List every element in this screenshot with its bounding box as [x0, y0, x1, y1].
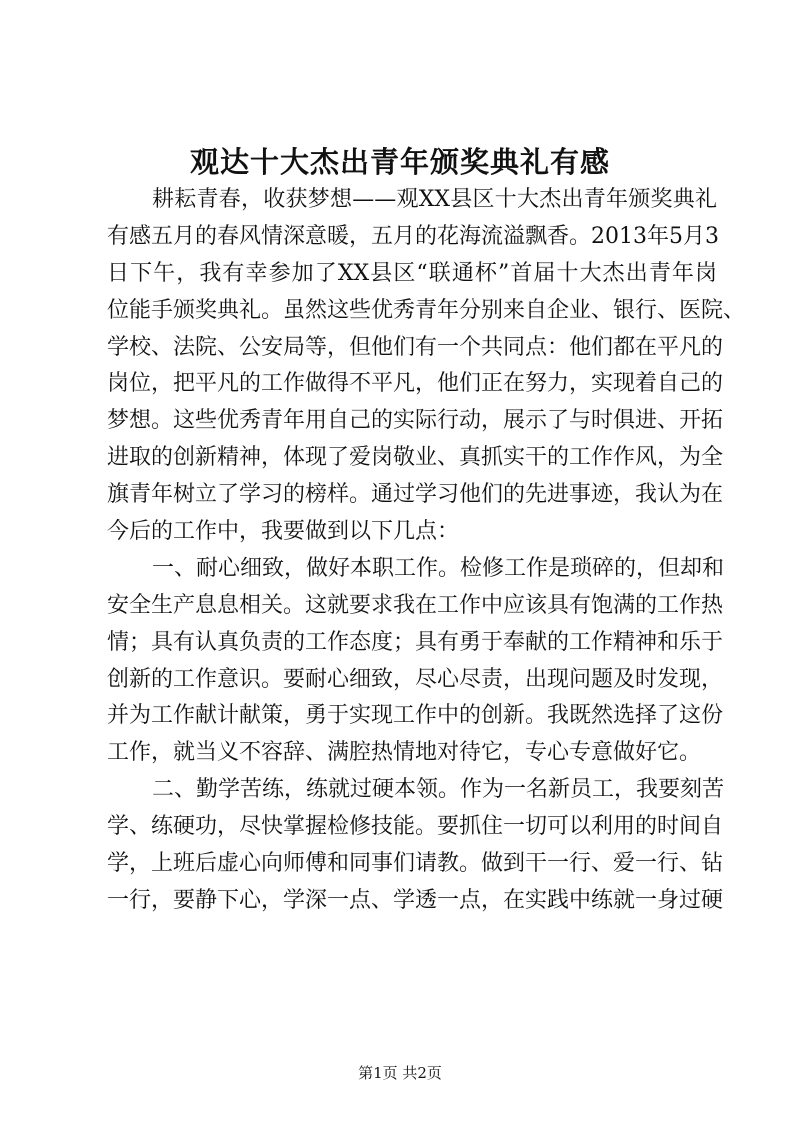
- body-line: 位能手颁奖典礼。虽然这些优秀青年分别来自企业、银行、医院、: [107, 297, 746, 323]
- body-line: 学、练硬功，尽快掌握检修技能。要抓住一切可以利用的时间自: [107, 814, 724, 840]
- body-line: 一、耐心细致，做好本职工作。检修工作是琐碎的，但却和: [152, 555, 725, 581]
- body-line: 今后的工作中，我要做到以下几点：: [107, 519, 460, 545]
- page-footer: 第1页 共2页: [358, 1064, 442, 1082]
- body-line: 梦想。这些优秀青年用自己的实际行动，展示了与时俱进、开拓: [107, 408, 724, 434]
- body-line: 二、勤学苦练，练就过硬本领。作为一名新员工，我要刻苦: [152, 777, 725, 803]
- body-line: 旗青年树立了学习的榜样。通过学习他们的先进事迹，我认为在: [107, 482, 724, 508]
- page-title: 观达十大杰出青年颁奖典礼有感: [189, 145, 610, 179]
- body-line: 一行，要静下心，学深一点、学透一点，在实践中练就一身过硬: [107, 887, 724, 913]
- body-line: 日下午，我有幸参加了XX县区“联通杯”首届十大杰出青年岗: [107, 260, 717, 286]
- body-line: 有感五月的春风情深意暖，五月的花海流溢飘香。2013年5月3: [107, 223, 719, 249]
- body-line: 耕耘青春，收获梦想——观XX县区十大杰出青年颁奖典礼: [152, 187, 717, 212]
- body-line: 并为工作献计献策，勇于实现工作中的创新。我既然选择了这份: [107, 703, 724, 729]
- body-text: [107, 182, 746, 920]
- body-line: 安全生产息息相关。这就要求我在工作中应该具有饱满的工作热: [107, 592, 724, 618]
- body-line: 工作，就当义不容辞、满腔热情地对待它，专心专意做好它。: [107, 740, 702, 766]
- body-line: 情；具有认真负责的工作态度；具有勇于奉献的工作精神和乐于: [107, 629, 724, 655]
- body-line: 岗位，把平凡的工作做得不平凡，他们正在努力，实现着自己的: [107, 371, 724, 397]
- body-line: 创新的工作意识。要耐心细致，尽心尽责，出现问题及时发现，: [107, 666, 724, 692]
- body-line: 学，上班后虚心向师傅和同事们请教。做到干一行、爱一行、钻: [107, 851, 724, 877]
- body-line: 进取的创新精神，体现了爱岗敬业、真抓实干的工作作风，为全: [107, 445, 724, 471]
- body-line: 学校、法院、公安局等，但他们有一个共同点：他们都在平凡的: [107, 334, 724, 360]
